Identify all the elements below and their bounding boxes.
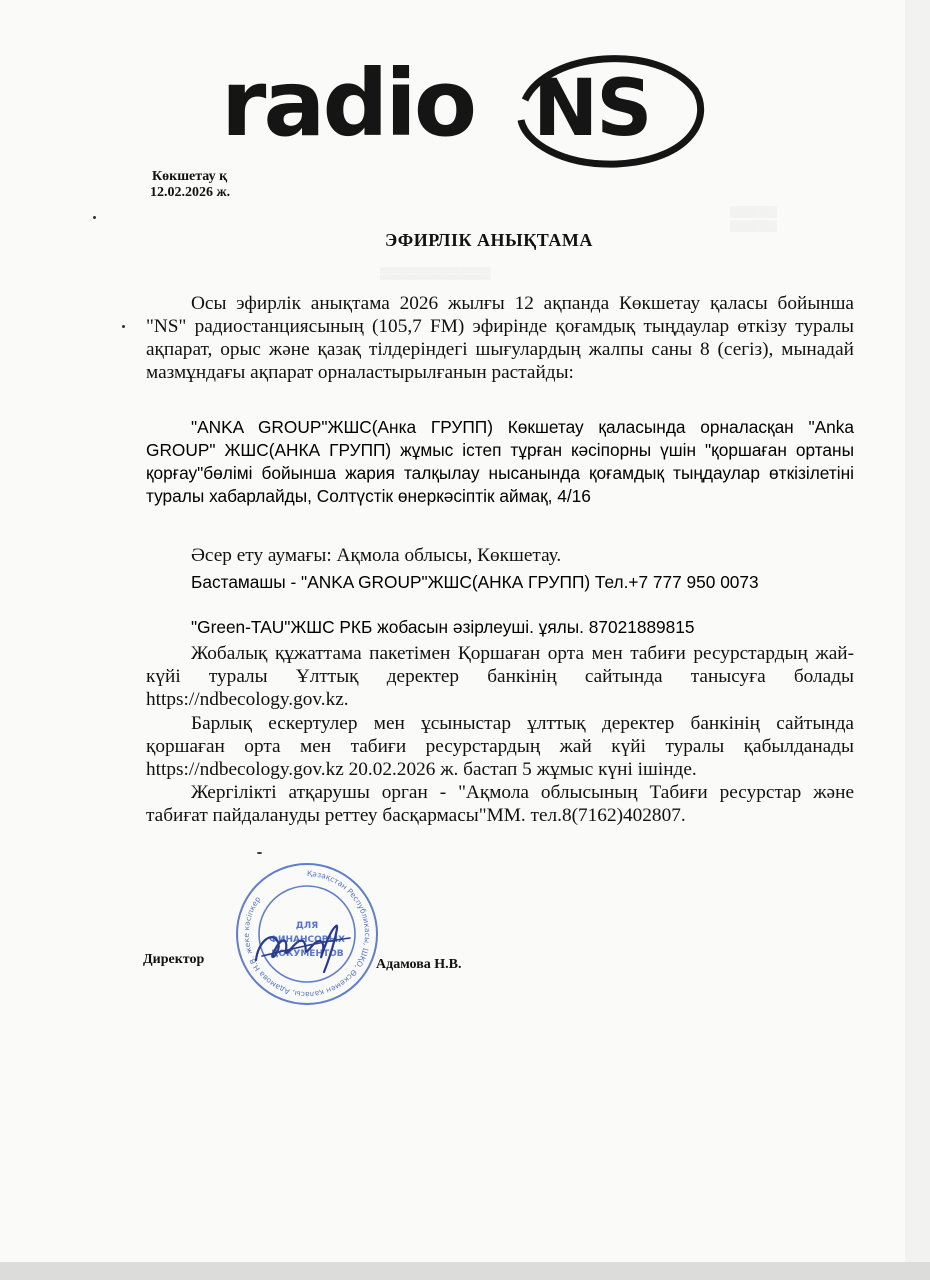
handwritten-signature-icon: [228, 912, 378, 982]
document-title: ЭФИРЛІК АНЫҚТАМА: [385, 230, 593, 250]
bleed-through-block: ▒▒▒▒▒▒▒▒▒▒▒▒▒: [380, 266, 491, 280]
ink-speck: [122, 325, 125, 328]
stamp-ring-text: Қазақстан Республикасы, ШҚО, Өскемен қаласы, Адамова Н.В. жеке кәсіпкер: [241, 868, 372, 1000]
logo-radio-text: radio: [221, 50, 475, 157]
paragraph-developer: "Green-TAU"ЖШС РКБ жобасын әзірлеуші. ұялы. 87021889815: [191, 617, 695, 637]
scan-edge-bottom: [0, 1262, 930, 1280]
paragraph-intro: Осы эфирлік анықтама 2026 жылғы 12 ақпанда Көкшетау қаласы бойынша "NS" радиостанциясының (105,7 FM) эфирінде қоғамдық тыңдаулар өткізу туралы ақпарат, орыс және қазақ тілдеріндегі шығулардың жалпы саны 8 (сегіз), мынадай мазмұндағы ақпарат орналастырылғанын растайды:: [146, 293, 854, 383]
scan-edge-right: [905, 0, 930, 1280]
svg-text:ДОКУМЕНТОВ: ДОКУМЕНТОВ: [270, 949, 344, 959]
svg-text:ДЛЯ: ДЛЯ: [295, 921, 319, 931]
paragraph-executive-body: Жергілікті атқарушы орган - "Ақмола облысының Табиғи ресурстар және табиғат пайдалануды реттеу басқармасы"ММ. тел.8(7162)402807.: [146, 782, 854, 826]
paragraph-announcement: "ANKA GROUP"ЖШС(Анка ГРУПП) Көкшетау қаласында орналасқан "Anka GROUP" ЖШС(АНКА ГРУПП) жұмыс істеп тұрған кәсіпорны үшін "қоршаған ортаны қорғау"бөлімі бойынша жария талқылау нысанында қоғамдық тыңдаулар өткізілетіні туралы хабарлайды, Солтүстік өнеркәсіптік аймақ, 4/16: [146, 417, 854, 506]
signatory-name: Адамова Н.В.: [376, 957, 462, 972]
bleed-through-block: ▒▒▒▒▒▒ ▒▒▒▒▒▒: [730, 206, 777, 232]
paragraph-documentation: Жобалық құжаттама пакетімен Қоршаған орта мен табиғи ресурстардың жай-күйі туралы Ұлттық деректер банкінің сайтында танысуға болады https://ndbecology.gov.kz.: [146, 643, 854, 710]
signatory-role: Директор: [143, 952, 205, 967]
radio-ns-logo: [215, 38, 715, 178]
paragraph-initiator: Бастамашы - "ANKA GROUP"ЖШС(АНКА ГРУПП) Тел.+7 777 950 0073: [191, 572, 759, 592]
paragraph-comments: Барлық ескертулер мен ұсыныстар ұлттық деректер банкінің сайтында қоршаған орта мен табиғи ресурстардың жай күйі туралы қабылданады https://ndbecology.gov.kz 20.02.2026 ж. бастап 5 жұмыс күні ішінде.: [146, 713, 854, 780]
logo-ns-text: NS: [533, 64, 651, 154]
paragraph-impact-area: Әсер ету аумағы: Ақмола облысы, Көкшетау.: [191, 545, 562, 566]
ink-speck: [257, 852, 262, 854]
document-place: Көкшетау қ: [152, 169, 228, 184]
document-date: 12.02.2026 ж.: [150, 185, 231, 200]
ink-speck: [93, 216, 96, 219]
svg-text:ФИНАНСОВЫХ: ФИНАНСОВЫХ: [269, 935, 345, 945]
